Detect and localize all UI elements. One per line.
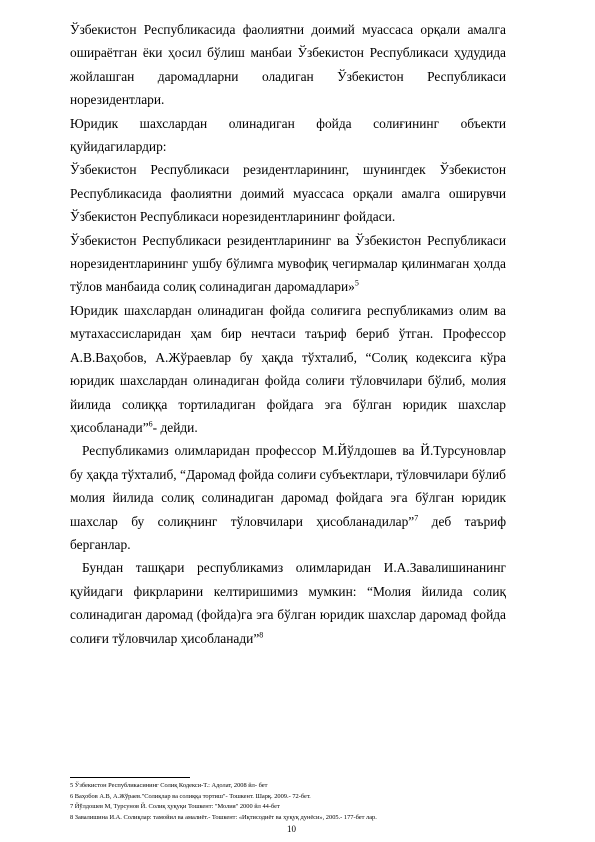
paragraph-nonresidents	[70, 18, 506, 112]
paragraph-residents-profit	[70, 158, 506, 228]
paragraph-tax-object-intro	[70, 112, 506, 159]
footnote-ref: 7	[414, 513, 419, 523]
paragraph-text: Республикамиз олимларидан профессор М.Йўлдошев ва Й.Турсуновлар бу ҳақда тўхталиб, “Даромад фойда солиғи субъектлари, тўловчилари бўлиб молия йилида солиқ солинадиган даромад фойдага эга бўлган юридик шахслар бу солиқнинг тўловчилари ҳисобланадилар”	[70, 443, 506, 529]
footnote-7: 7 Йўлдошев М, Турсунов Й. Солиқ ҳуқуқи Тошкент: "Молия" 2000 йл 44-бет	[70, 803, 280, 810]
page-number: 10	[287, 824, 296, 834]
footnotes	[70, 781, 510, 823]
paragraph-vahobov-definition	[70, 299, 506, 439]
paragraph-text: Ўзбекистон Республикаси резидентларининг, шунингдек Ўзбекистон Республикасида фаолиятни доимий муассаса орқали амалга оширувчи Ўзбекистон Республикаси норезидентларининг фойдаси.	[70, 162, 506, 225]
footnote-6: 6 Ваҳобов А.В, А.Жўраев."Солиқлар ва солиққа тортиш"- Тошкент. Шарқ. 2009.- 72-бет.	[70, 792, 311, 800]
paragraph-text: Бундан ташқари республикамиз олимларидан И.А.Завалишинанинг қуйидаги фикрларини келтиришимиз мумкин: “Молия йилида солиқ солинадиган даромад (фойда)га эга бўлган юридик шахслар даромад фойда солиғи тўловчилар ҳисобланади”	[70, 560, 506, 646]
paragraph-tail: - дейди.	[152, 419, 198, 435]
paragraph-text: Ўзбекистон Республикасида фаолиятни доимий муассаса орқали амалга ошираётган ёки ҳосил бўлиш манбаи Ўзбекистон Республикаси ҳудудида жойлашган даромадларни оладиган Ўзбекистон Республикаси норезидентлари.	[70, 22, 506, 108]
footnote-ref: 6	[148, 419, 153, 429]
paragraph-yuldoshev-definition	[70, 439, 506, 556]
footnote-ref: 8	[259, 630, 264, 640]
paragraph-zavalishina-definition	[70, 556, 506, 650]
footnote-5: 5 Ўзбекистон Республикасининг Солиқ Кодекси-Т.: Адолат, 2008 йл- бет	[70, 782, 268, 789]
paragraph-tail: деб таъриф берганлар.	[70, 513, 507, 552]
paragraph-source-income	[70, 229, 506, 299]
paragraph-text: Юридик шахслардан олинадиган фойда солиғининг объекти қуйидагилардир:	[70, 115, 506, 155]
paragraph-text: Ўзбекистон Республикаси резидентларининг ва Ўзбекистон Республикаси норезидентларининг ушбу бўлимга мувофиқ чегирмалар қилинмаган ҳолда тўлов манбаида солиқ солинадиган даромадлари»	[70, 232, 506, 295]
body-text	[70, 18, 506, 650]
footnote-ref: 5	[354, 279, 359, 288]
footnote-separator	[70, 777, 190, 778]
footnote-8: 8 Завалишина И.А. Солиқлар: тамойил ва амалиёт.- Тошкент: «Иқтисодиёт ва ҳуқуқ дунёси», 2005.- 177-бет лар.	[70, 813, 377, 821]
paragraph-text: Юридик шахслардан олинадиган фойда солиғига республикамиз олим ва мутахассисларидан ҳам бир нечтаси таъриф бериб ўтган. Профессор А.В.Ваҳобов, А.Жўраевлар бу ҳақда тўхталиб, “Солиқ кодексига кўра юридик шахслардан олинадиган фойда солиғи тўловчилари бўлиб, молия йилида солиққа тортиладиган фойдага эга бўлган юридик шахслар ҳисобланади”	[70, 302, 506, 435]
